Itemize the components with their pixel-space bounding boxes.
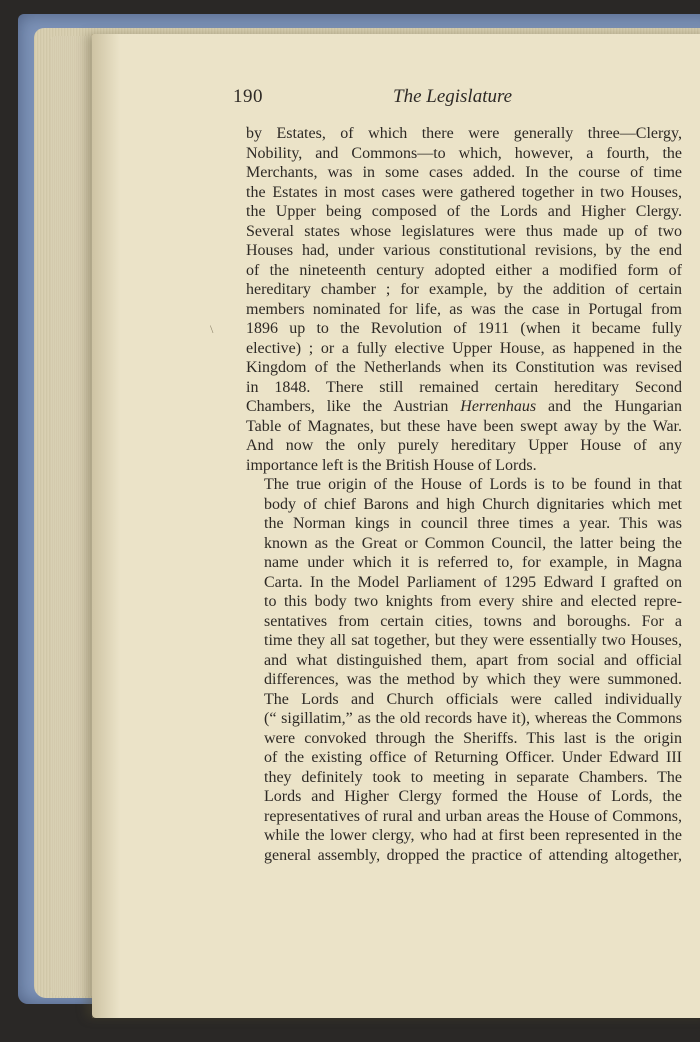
margin-mark: \ bbox=[210, 322, 214, 336]
text-line: to this body two knights from every shire and elected repre- bbox=[264, 593, 682, 610]
text-line: 1896 up to the Revolution of 1911 (when it became fully bbox=[246, 320, 682, 337]
text-line: members nominated for life, as was the case in Portugal from bbox=[246, 300, 682, 318]
text-line: (“ sigillatim,” as the old records have it), whereas the Commons bbox=[264, 710, 682, 727]
text-line: general assembly, dropped the practice of attending altogether, bbox=[264, 846, 682, 864]
text-line: Nobility, and Commons—to which, however, a fourth, the bbox=[246, 144, 682, 162]
paragraph-2 bbox=[246, 475, 682, 865]
text-line: Merchants, was in some cases added. In the course of time bbox=[246, 164, 682, 181]
text-line-with-italic bbox=[246, 397, 682, 417]
text-line: known as the Great or Common Council, the latter being the bbox=[264, 534, 682, 552]
text-line: representatives of rural and urban areas the House of Commons, bbox=[264, 807, 682, 825]
page-header bbox=[233, 86, 700, 116]
text-line: sentatives from certain cities, towns and boroughs. For a bbox=[264, 612, 682, 630]
text-line: body of chief Barons and high Church dignitaries which met bbox=[264, 495, 682, 513]
text-line: the Upper being composed of the Lords and Higher Clergy. bbox=[246, 203, 682, 220]
text-line: The true origin of the House of Lords is to be found in that bbox=[264, 476, 682, 493]
text-line: Several states whose legislatures were thus made up of two bbox=[246, 222, 682, 240]
text-line: they definitely took to meeting in separate Chambers. The bbox=[264, 768, 682, 786]
text-line: And now the only purely hereditary Upper House of any bbox=[246, 437, 682, 454]
text-line: the Norman kings in council three times a year. This was bbox=[264, 515, 682, 532]
text-line: Table of Magnates, but these have been swept away by the War. bbox=[246, 417, 682, 435]
text-line: were convoked through the Sheriffs. This last is the origin bbox=[264, 729, 682, 747]
text-line: hereditary chamber ; for example, by the addition of certain bbox=[246, 281, 682, 298]
text-line: differences, was the method by which they were summoned. bbox=[264, 671, 682, 688]
text-line: Houses had, under various constitutional revisions, by the end bbox=[246, 242, 682, 259]
text-line: while the lower clergy, who had at first been represented in the bbox=[264, 827, 682, 844]
running-head: The Legislature bbox=[393, 86, 513, 107]
text-line: the Estates in most cases were gathered together in two Houses, bbox=[246, 183, 682, 201]
text-line: Lords and Higher Clergy formed the House of Lords, the bbox=[264, 788, 682, 805]
page-number: 190 bbox=[233, 86, 263, 107]
body-text bbox=[246, 124, 682, 865]
text-line: The Lords and Church officials were called individually bbox=[264, 690, 682, 708]
text-line: Carta. In the Model Parliament of 1295 Edward I grafted on bbox=[264, 573, 682, 591]
paragraph-1 bbox=[246, 124, 682, 475]
text-line: in 1848. There still remained certain hereditary Second bbox=[246, 378, 682, 396]
text-line: and what distinguished them, apart from social and official bbox=[264, 651, 682, 669]
text-line: time they all sat together, but they were essentially two Houses, bbox=[264, 632, 682, 649]
text-fragment: and the Hungarian bbox=[548, 398, 683, 415]
text-line: Kingdom of the Netherlands when its Constitution was revised bbox=[246, 359, 682, 376]
text-line: of the existing office of Returning Officer. Under Edward III bbox=[264, 749, 682, 766]
text-line: name under which it is referred to, for example, in Magna bbox=[264, 554, 682, 571]
text-line: by Estates, of which there were generally three—Clergy, bbox=[246, 125, 682, 142]
italic-term: Herrenhaus bbox=[460, 398, 537, 415]
text-line: elective) ; or a fully elective Upper House, as happened in the bbox=[246, 339, 682, 357]
text-line: importance left is the British House of Lords. bbox=[246, 456, 537, 474]
text-line: of the nineteenth century adopted either a modified form of bbox=[246, 261, 682, 279]
text-fragment: Chambers, like the Austrian bbox=[246, 398, 449, 415]
